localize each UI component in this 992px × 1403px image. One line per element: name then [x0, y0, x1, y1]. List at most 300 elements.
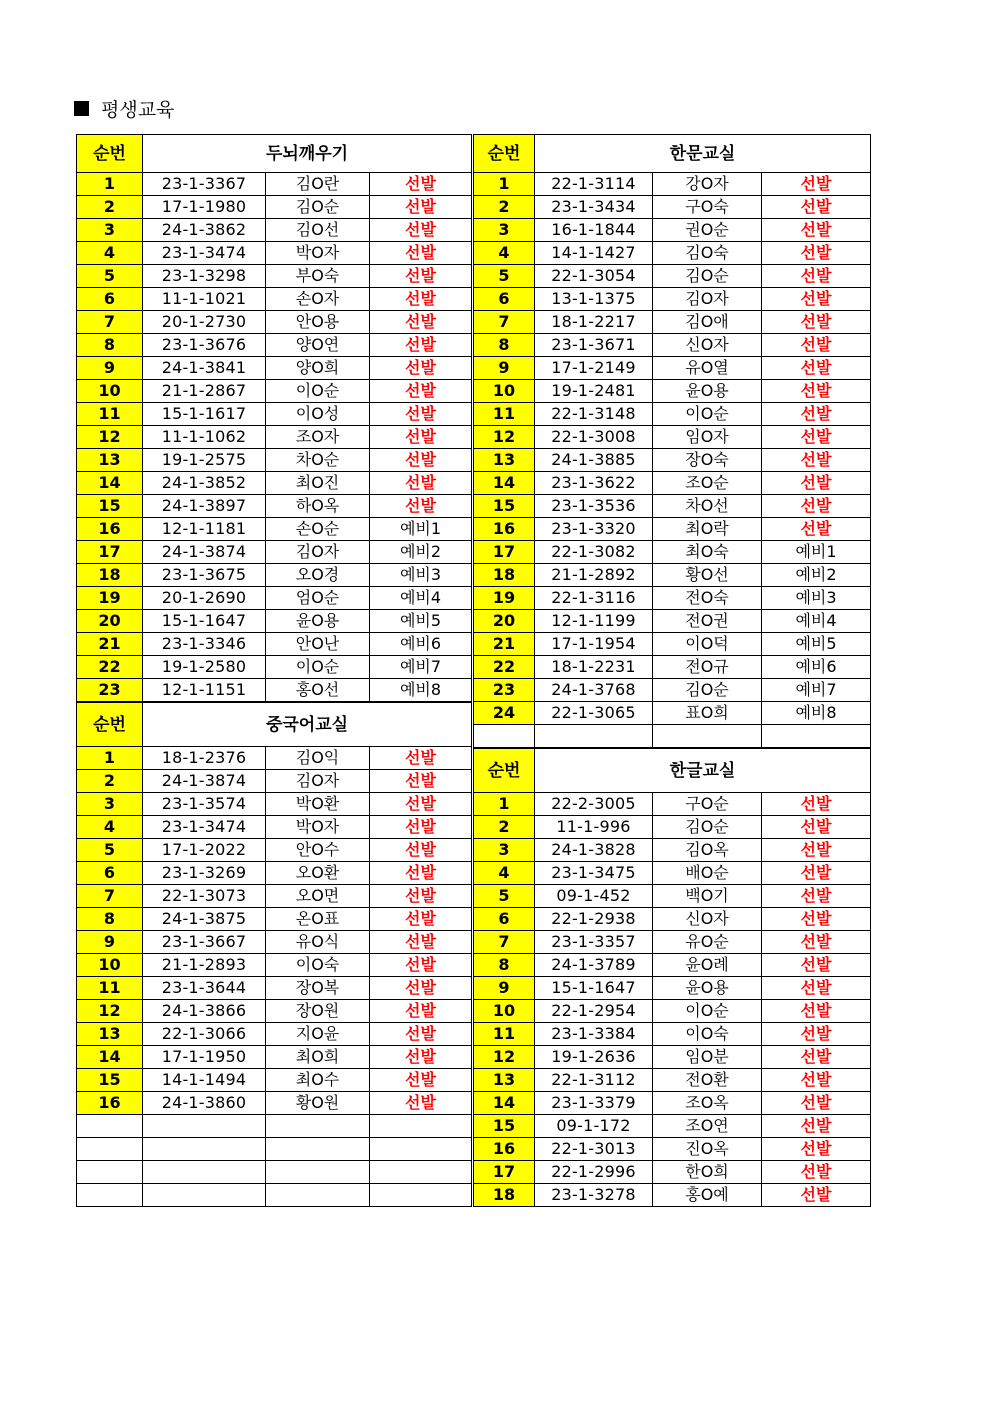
applicant-id: 24-1-3874: [143, 541, 266, 564]
selection-status: 예비5: [762, 633, 871, 656]
table-row: [474, 839, 871, 862]
row-number: 6: [474, 908, 535, 931]
table-row: [474, 426, 871, 449]
row-number: 18: [474, 564, 535, 587]
applicant-id: 15-1-1617: [143, 403, 266, 426]
empty-cell: [143, 1184, 266, 1207]
applicant-name: 지O윤: [266, 1023, 370, 1046]
section-title: 평생교육: [101, 98, 175, 121]
empty-row: [77, 1138, 472, 1161]
table-brain-training: [76, 134, 472, 702]
applicant-name: 김O순: [653, 265, 762, 288]
empty-cell: [77, 1115, 143, 1138]
table-row: [474, 380, 871, 403]
table-title: 한문교실: [535, 135, 871, 173]
table-row: [77, 196, 472, 219]
applicant-name: 손O자: [266, 288, 370, 311]
selection-status: 선발: [370, 839, 472, 862]
selection-status: 선발: [762, 173, 871, 196]
selection-status: 선발: [762, 196, 871, 219]
applicant-name: 조O옥: [653, 1092, 762, 1115]
selection-status: 예비6: [370, 633, 472, 656]
applicant-name: 최O락: [653, 518, 762, 541]
applicant-id: 11-1-1062: [143, 426, 266, 449]
table-row: [77, 495, 472, 518]
row-number: 20: [474, 610, 535, 633]
selection-status: 선발: [370, 357, 472, 380]
row-number: 11: [77, 403, 143, 426]
applicant-id: 24-1-3768: [535, 679, 653, 702]
empty-cell: [77, 1184, 143, 1207]
table-row: [474, 219, 871, 242]
table-row: [474, 1184, 871, 1207]
row-number: 3: [77, 219, 143, 242]
applicant-name: 최O수: [266, 1069, 370, 1092]
empty-cell: [266, 1184, 370, 1207]
selection-status: 예비6: [762, 656, 871, 679]
applicant-id: 16-1-1844: [535, 219, 653, 242]
row-number: 13: [474, 449, 535, 472]
table-row: [474, 1115, 871, 1138]
selection-status: 선발: [762, 931, 871, 954]
table-row: [474, 1138, 871, 1161]
table-row: [77, 288, 472, 311]
applicant-name: 조O자: [266, 426, 370, 449]
applicant-id: 21-1-2893: [143, 954, 266, 977]
applicant-id: 19-1-2481: [535, 380, 653, 403]
table-row: [77, 541, 472, 564]
table-chinese-class: [76, 702, 472, 1207]
applicant-id: 23-1-3269: [143, 862, 266, 885]
selection-status: 선발: [762, 242, 871, 265]
table-title: 두뇌깨우기: [143, 135, 472, 173]
selection-status: 선발: [370, 173, 472, 196]
applicant-id: 22-1-3065: [535, 702, 653, 725]
selection-status: 선발: [370, 242, 472, 265]
selection-status: 선발: [370, 770, 472, 793]
table-hanmun-class: [473, 134, 871, 748]
row-number: 17: [474, 541, 535, 564]
applicant-name: 조O연: [653, 1115, 762, 1138]
applicant-name: 권O순: [653, 219, 762, 242]
table-row: [474, 1000, 871, 1023]
applicant-name: 온O표: [266, 908, 370, 931]
empty-cell: [370, 1138, 472, 1161]
table-row: [77, 679, 472, 702]
selection-status: 선발: [762, 334, 871, 357]
applicant-id: 23-1-3357: [535, 931, 653, 954]
row-number: 3: [474, 839, 535, 862]
selection-status: 선발: [762, 265, 871, 288]
applicant-name: 안O난: [266, 633, 370, 656]
row-number: 3: [77, 793, 143, 816]
table-row: [77, 311, 472, 334]
applicant-name: 장O복: [266, 977, 370, 1000]
applicant-id: 23-1-3379: [535, 1092, 653, 1115]
table-row: [77, 931, 472, 954]
selection-status: 선발: [762, 908, 871, 931]
table-row: [77, 610, 472, 633]
applicant-name: 안O용: [266, 311, 370, 334]
applicant-name: 전O환: [653, 1069, 762, 1092]
selection-status: 선발: [762, 403, 871, 426]
selection-status: 선발: [762, 288, 871, 311]
applicant-name: 김O순: [653, 679, 762, 702]
table-row: [474, 518, 871, 541]
col-header-number: 순번: [77, 135, 143, 173]
table-row: [77, 518, 472, 541]
applicant-id: 23-1-3474: [143, 242, 266, 265]
applicant-name: 백O기: [653, 885, 762, 908]
applicant-name: 이O숙: [266, 954, 370, 977]
empty-cell: [77, 1138, 143, 1161]
applicant-id: 09-1-452: [535, 885, 653, 908]
table-row: [474, 495, 871, 518]
applicant-id: 23-1-3675: [143, 564, 266, 587]
row-number: 1: [77, 747, 143, 770]
applicant-id: 24-1-3875: [143, 908, 266, 931]
applicant-id: 22-1-3114: [535, 173, 653, 196]
selection-status: 예비1: [370, 518, 472, 541]
applicant-id: 23-1-3474: [143, 816, 266, 839]
selection-status: 선발: [370, 862, 472, 885]
selection-status: 선발: [370, 196, 472, 219]
applicant-name: 차O순: [266, 449, 370, 472]
row-number: 18: [77, 564, 143, 587]
applicant-id: 18-1-2376: [143, 747, 266, 770]
table-row: [77, 173, 472, 196]
selection-status: 선발: [762, 1069, 871, 1092]
selection-status: 선발: [370, 1000, 472, 1023]
table-row: [77, 770, 472, 793]
applicant-name: 최O숙: [653, 541, 762, 564]
selection-status: 예비2: [370, 541, 472, 564]
applicant-name: 김O선: [266, 219, 370, 242]
row-number: 4: [77, 242, 143, 265]
applicant-id: 14-1-1427: [535, 242, 653, 265]
applicant-name: 김O자: [653, 288, 762, 311]
empty-cell: [143, 1138, 266, 1161]
selection-status: 선발: [370, 495, 472, 518]
applicant-name: 이O성: [266, 403, 370, 426]
table-row: [474, 908, 871, 931]
table-row: [474, 288, 871, 311]
applicant-id: 11-1-1021: [143, 288, 266, 311]
table-row: [77, 862, 472, 885]
applicant-id: 23-1-3475: [535, 862, 653, 885]
empty-cell: [474, 725, 535, 748]
selection-status: 선발: [762, 219, 871, 242]
row-number: 2: [474, 816, 535, 839]
applicant-name: 배O순: [653, 862, 762, 885]
applicant-id: 24-1-3866: [143, 1000, 266, 1023]
selection-status: 선발: [762, 426, 871, 449]
selection-status: 선발: [370, 816, 472, 839]
table-row: [474, 1023, 871, 1046]
applicant-id: 24-1-3885: [535, 449, 653, 472]
applicant-id: 09-1-172: [535, 1115, 653, 1138]
applicant-id: 22-1-3148: [535, 403, 653, 426]
row-number: 5: [474, 265, 535, 288]
row-number: 22: [77, 656, 143, 679]
table-row: [474, 1092, 871, 1115]
row-number: 8: [77, 908, 143, 931]
applicant-name: 강O자: [653, 173, 762, 196]
selection-status: 선발: [370, 747, 472, 770]
applicant-id: 24-1-3789: [535, 954, 653, 977]
row-number: 6: [77, 862, 143, 885]
table-row: [77, 793, 472, 816]
applicant-name: 전O규: [653, 656, 762, 679]
table-row: [77, 1069, 472, 1092]
applicant-id: 11-1-996: [535, 816, 653, 839]
selection-status: 선발: [370, 793, 472, 816]
applicant-id: 18-1-2231: [535, 656, 653, 679]
table-row: [474, 196, 871, 219]
applicant-id: 23-1-3574: [143, 793, 266, 816]
table-row: [474, 610, 871, 633]
empty-cell: [143, 1161, 266, 1184]
selection-status: 선발: [370, 403, 472, 426]
selection-status: 선발: [762, 954, 871, 977]
selection-status: 선발: [370, 885, 472, 908]
row-number: 1: [77, 173, 143, 196]
table-row: [474, 357, 871, 380]
applicant-id: 23-1-3367: [143, 173, 266, 196]
applicant-id: 18-1-2217: [535, 311, 653, 334]
row-number: 14: [77, 1046, 143, 1069]
applicant-name: 유O순: [653, 931, 762, 954]
applicant-name: 이O순: [653, 1000, 762, 1023]
table-row: [474, 1161, 871, 1184]
empty-row: [77, 1115, 472, 1138]
row-number: 6: [474, 288, 535, 311]
empty-cell: [370, 1161, 472, 1184]
applicant-id: 22-1-3054: [535, 265, 653, 288]
row-number: 15: [77, 495, 143, 518]
applicant-id: 22-1-3112: [535, 1069, 653, 1092]
applicant-id: 19-1-2636: [535, 1046, 653, 1069]
empty-cell: [370, 1115, 472, 1138]
applicant-id: 23-1-3278: [535, 1184, 653, 1207]
applicant-id: 23-1-3676: [143, 334, 266, 357]
selection-status: 예비4: [762, 610, 871, 633]
table-row: [77, 426, 472, 449]
applicant-id: 23-1-3622: [535, 472, 653, 495]
row-number: 7: [474, 931, 535, 954]
applicant-name: 김O애: [653, 311, 762, 334]
applicant-name: 박O자: [266, 242, 370, 265]
row-number: 18: [474, 1184, 535, 1207]
applicant-id: 24-1-3828: [535, 839, 653, 862]
selection-status: 선발: [370, 908, 472, 931]
table-row: [474, 265, 871, 288]
selection-status: 예비7: [370, 656, 472, 679]
row-number: 14: [77, 472, 143, 495]
row-number: 13: [77, 1023, 143, 1046]
applicant-id: 19-1-2575: [143, 449, 266, 472]
row-number: 9: [474, 977, 535, 1000]
table-row: [77, 839, 472, 862]
table-row: [474, 242, 871, 265]
row-number: 8: [474, 334, 535, 357]
selection-status: 선발: [762, 885, 871, 908]
table-row: [474, 1069, 871, 1092]
applicant-name: 윤O례: [653, 954, 762, 977]
applicant-id: 13-1-1375: [535, 288, 653, 311]
table-title: 중국어교실: [143, 703, 472, 747]
row-number: 12: [77, 426, 143, 449]
row-number: 6: [77, 288, 143, 311]
row-number: 20: [77, 610, 143, 633]
row-number: 23: [474, 679, 535, 702]
row-number: 16: [474, 1138, 535, 1161]
table-row: [77, 977, 472, 1000]
selection-status: 선발: [370, 449, 472, 472]
applicant-id: 23-1-3434: [535, 196, 653, 219]
applicant-name: 장O원: [266, 1000, 370, 1023]
empty-cell: [535, 725, 653, 748]
table-row: [77, 1046, 472, 1069]
applicant-id: 12-1-1151: [143, 679, 266, 702]
selection-status: 선발: [370, 954, 472, 977]
table-row: [474, 587, 871, 610]
table-row: [474, 564, 871, 587]
applicant-id: 22-1-3013: [535, 1138, 653, 1161]
empty-cell: [77, 1161, 143, 1184]
selection-status: 선발: [370, 219, 472, 242]
empty-cell: [266, 1115, 370, 1138]
table-row: [77, 1092, 472, 1115]
table-row: [77, 1023, 472, 1046]
table-row: [77, 357, 472, 380]
applicant-name: 오O환: [266, 862, 370, 885]
applicant-name: 김O옥: [653, 839, 762, 862]
row-number: 15: [474, 1115, 535, 1138]
selection-status: 예비7: [762, 679, 871, 702]
selection-status: 선발: [762, 862, 871, 885]
table-row: [77, 656, 472, 679]
selection-status: 예비2: [762, 564, 871, 587]
applicant-name: 안O수: [266, 839, 370, 862]
applicant-name: 차O선: [653, 495, 762, 518]
row-number: 16: [474, 518, 535, 541]
table-row: [77, 265, 472, 288]
row-number: 14: [474, 1092, 535, 1115]
table-row: [77, 816, 472, 839]
row-number: 11: [474, 403, 535, 426]
applicant-id: 22-1-2954: [535, 1000, 653, 1023]
applicant-id: 15-1-1647: [143, 610, 266, 633]
empty-cell: [762, 725, 871, 748]
applicant-name: 박O자: [266, 816, 370, 839]
applicant-name: 임O자: [653, 426, 762, 449]
empty-row: [77, 1184, 472, 1207]
table-row: [474, 954, 871, 977]
selection-status: 예비8: [370, 679, 472, 702]
row-number: 9: [474, 357, 535, 380]
row-number: 16: [77, 1092, 143, 1115]
row-number: 14: [474, 472, 535, 495]
applicant-name: 손O순: [266, 518, 370, 541]
applicant-id: 17-1-1954: [535, 633, 653, 656]
selection-status: 선발: [762, 1138, 871, 1161]
row-number: 12: [77, 1000, 143, 1023]
applicant-id: 12-1-1199: [535, 610, 653, 633]
applicant-name: 김O순: [266, 196, 370, 219]
table-row: [474, 931, 871, 954]
col-header-number: 순번: [77, 703, 143, 747]
applicant-name: 장O숙: [653, 449, 762, 472]
table-row: [474, 816, 871, 839]
applicant-id: 24-1-3841: [143, 357, 266, 380]
selection-status: 선발: [370, 1046, 472, 1069]
applicant-id: 21-1-2892: [535, 564, 653, 587]
row-number: 10: [77, 954, 143, 977]
selection-status: 선발: [762, 518, 871, 541]
table-row: [77, 587, 472, 610]
applicant-name: 이O순: [266, 380, 370, 403]
applicant-name: 구O순: [653, 793, 762, 816]
row-number: 15: [474, 495, 535, 518]
table-row: [474, 449, 871, 472]
applicant-name: 오O경: [266, 564, 370, 587]
selection-status: 선발: [762, 449, 871, 472]
selection-status: 선발: [370, 265, 472, 288]
row-number: 21: [474, 633, 535, 656]
empty-cell: [143, 1115, 266, 1138]
table-row: [77, 1000, 472, 1023]
table-title: 한글교실: [535, 749, 871, 793]
row-number: 4: [77, 816, 143, 839]
selection-status: 선발: [762, 977, 871, 1000]
applicant-name: 진O옥: [653, 1138, 762, 1161]
table-row: [77, 747, 472, 770]
table-row: [77, 564, 472, 587]
applicant-name: 한O희: [653, 1161, 762, 1184]
applicant-id: 17-1-1980: [143, 196, 266, 219]
applicant-name: 이O순: [653, 403, 762, 426]
applicant-id: 14-1-1494: [143, 1069, 266, 1092]
selection-status: 선발: [762, 311, 871, 334]
applicant-id: 23-1-3320: [535, 518, 653, 541]
table-row: [474, 702, 871, 725]
table-row: [77, 219, 472, 242]
applicant-id: 24-1-3862: [143, 219, 266, 242]
table-row: [77, 403, 472, 426]
table-row: [474, 977, 871, 1000]
row-number: 10: [77, 380, 143, 403]
table-row: [77, 380, 472, 403]
applicant-name: 박O환: [266, 793, 370, 816]
selection-status: 선발: [370, 931, 472, 954]
applicant-id: 24-1-3874: [143, 770, 266, 793]
table-row: [474, 793, 871, 816]
selection-status: 예비8: [762, 702, 871, 725]
applicant-id: 19-1-2580: [143, 656, 266, 679]
selection-status: 선발: [762, 816, 871, 839]
selection-status: 선발: [370, 311, 472, 334]
applicant-name: 양O희: [266, 357, 370, 380]
applicant-id: 23-1-3667: [143, 931, 266, 954]
applicant-name: 구O숙: [653, 196, 762, 219]
row-number: 1: [474, 173, 535, 196]
applicant-id: 17-1-2022: [143, 839, 266, 862]
empty-cell: [266, 1138, 370, 1161]
empty-cell: [370, 1184, 472, 1207]
table-row: [474, 472, 871, 495]
selection-status: 선발: [762, 472, 871, 495]
